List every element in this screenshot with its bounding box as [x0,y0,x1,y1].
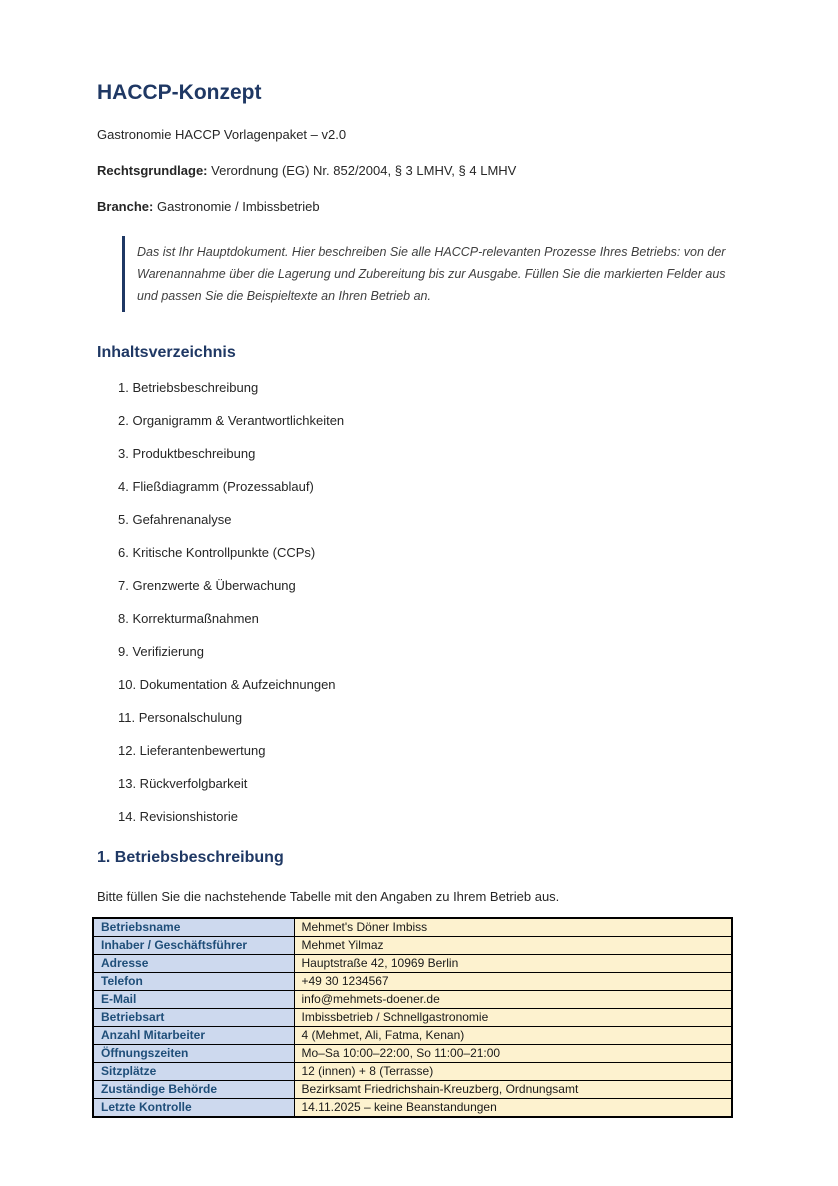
table-row-label: E-Mail [93,991,294,1009]
toc-item: 5. Gefahrenanalyse [118,512,232,527]
table-row-label: Telefon [93,973,294,991]
legal-basis-value: Verordnung (EG) Nr. 852/2004, § 3 LMHV, § 4 LMHV [211,163,517,178]
table-row-value[interactable]: Mehmet Yilmaz [294,937,732,955]
table-row [93,918,732,937]
table-row [93,1081,732,1099]
branche-label: Branche: [97,199,154,214]
table-row-value[interactable]: Bezirksamt Friedrichshain-Kreuzberg, Ordnungsamt [294,1081,732,1099]
intro-note-blockquote: Das ist Ihr Hauptdokument. Hier beschreiben Sie alle HACCP-relevanten Prozesse Ihres Betriebs: von der Warenannahme über die Lagerung und Zubereitung bis zur Ausgabe. Füllen Sie die markierten Felder aus und passen Sie die Beispieltexte an Ihren Betrieb an. [122,236,737,312]
table-row [93,1063,732,1081]
toc-item: 12. Lieferantenbewertung [118,743,266,758]
page-title: HACCP-Konzept [97,81,262,104]
toc-item: 13. Rückverfolgbarkeit [118,776,248,791]
table-row-value[interactable]: 14.11.2025 – keine Beanstandungen [294,1099,732,1118]
table-row-value[interactable]: 12 (innen) + 8 (Terrasse) [294,1063,732,1081]
table-row-value[interactable]: Hauptstraße 42, 10969 Berlin [294,955,732,973]
table-row-label: Sitzplätze [93,1063,294,1081]
table-row-label: Öffnungszeiten [93,1045,294,1063]
legal-basis-label: Rechtsgrundlage: [97,163,208,178]
toc-item: 6. Kritische Kontrollpunkte (CCPs) [118,545,316,560]
branche-line [97,200,738,214]
toc-item: 7. Grenzwerte & Überwachung [118,578,296,593]
table-row-label: Letzte Kontrolle [93,1099,294,1118]
section-1-heading: 1. Betriebsbeschreibung [97,849,284,866]
table-row-value[interactable]: Mehmet's Döner Imbiss [294,918,732,937]
table-row-value[interactable]: Imbissbetrieb / Schnellgastronomie [294,1009,732,1027]
toc-item: 8. Korrekturmaßnahmen [118,611,259,626]
table-row [93,1009,732,1027]
toc-item: 1. Betriebsbeschreibung [118,380,259,395]
table-row [93,973,732,991]
toc-item: 9. Verifizierung [118,644,204,659]
table-row-label: Betriebsart [93,1009,294,1027]
toc-item: 14. Revisionshistorie [118,809,238,824]
table-row [93,1027,732,1045]
section-1-intro: Bitte füllen Sie die nachstehende Tabelle mit den Angaben zu Ihrem Betrieb aus. [97,889,560,904]
table-row [93,955,732,973]
legal-basis-line [97,164,738,178]
table-row-value[interactable]: +49 30 1234567 [294,973,732,991]
toc-item: 2. Organigramm & Verantwortlichkeiten [118,413,345,428]
branche-value: Gastronomie / Imbissbetrieb [156,199,320,214]
table-row [93,1099,732,1118]
table-row-value[interactable]: Mo–Sa 10:00–22:00, So 11:00–21:00 [294,1045,732,1063]
document-subtitle: Gastronomie HACCP Vorlagenpaket – v2.0 [97,127,347,142]
toc-item: 10. Dokumentation & Aufzeichnungen [118,677,336,692]
table-row-label: Betriebsname [93,918,294,937]
table-row [93,1045,732,1063]
toc-item: 11. Personalschulung [118,710,243,725]
toc-item: 3. Produktbeschreibung [118,446,256,461]
table-row [93,991,732,1009]
table-row-value[interactable]: 4 (Mehmet, Ali, Fatma, Kenan) [294,1027,732,1045]
table-row-label: Inhaber / Geschäftsführer [93,937,294,955]
table-row-label: Zuständige Behörde [93,1081,294,1099]
table-row [93,937,732,955]
table-row-label: Anzahl Mitarbeiter [93,1027,294,1045]
table-row-value[interactable]: info@mehmets-doener.de [294,991,732,1009]
betrieb-info-table [92,917,733,1118]
table-row-label: Adresse [93,955,294,973]
toc-list [97,381,738,824]
toc-heading: Inhaltsverzeichnis [97,344,236,361]
toc-item: 4. Fließdiagramm (Prozessablauf) [118,479,314,494]
